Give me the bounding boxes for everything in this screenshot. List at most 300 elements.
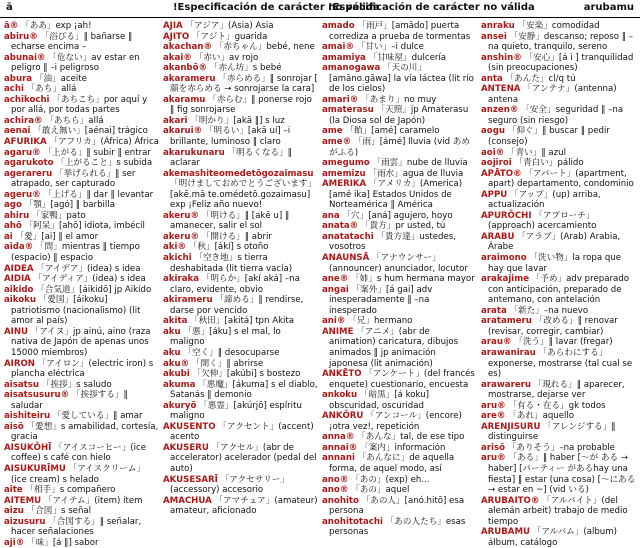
entry-headword: ai xyxy=(4,231,13,242)
header-error-text-right: !Especificación de carácter no válida xyxy=(328,2,535,13)
dictionary-columns xyxy=(0,18,640,548)
dictionary-entry xyxy=(481,527,636,548)
entry-headword: aru® xyxy=(481,453,506,464)
entry-headword: AIRON xyxy=(4,358,35,369)
header-error-text-left: !Especificación de carácter no válida xyxy=(173,2,380,13)
entry-definition: 「あれ」aquello xyxy=(508,411,575,422)
dictionary-entry xyxy=(481,74,636,85)
entry-headword: aisatsusuru® xyxy=(4,390,70,401)
entry-definition: 「間」mientras ‖ tiempo (espacio) ‖ espacio xyxy=(11,242,140,264)
dictionary-entry xyxy=(322,169,477,180)
entry-headword: aite xyxy=(4,485,23,496)
entry-headword: arata xyxy=(481,305,507,316)
dictionary-entry xyxy=(322,274,477,285)
dictionary-entry xyxy=(163,126,318,147)
entry-definition: 「あの」aquel xyxy=(351,485,410,496)
entry-definition: 「アレンジする」‖ distinguirse xyxy=(488,421,616,443)
entry-definition: 「あの人たち」esas personas xyxy=(329,516,466,538)
entry-definition: 「天の川」[amāno.gāwa] la vía láctea (lit río de los cielos) xyxy=(329,63,474,95)
entry-definition: 「開ける」‖ abrir xyxy=(201,231,272,242)
entry-definition: 「貴方達」ustedes, vosotros xyxy=(329,231,456,253)
entry-definition: 「欠伸」[akúbi] s bostezo xyxy=(192,369,301,380)
dictionary-entry xyxy=(4,32,159,53)
entry-headword: aishiteiru xyxy=(4,411,51,422)
entry-definition: 「悪魔」[ákuma] s el diablo, Satanás ‖ demonio xyxy=(170,379,318,401)
entry-headword: akiraka xyxy=(163,274,200,285)
entry-headword: ANTENA xyxy=(481,84,521,95)
dictionary-entry xyxy=(163,53,318,64)
dictionary-entry xyxy=(163,169,318,211)
dictionary-entry xyxy=(163,63,318,74)
entry-headword: ansei xyxy=(481,31,507,42)
entry-headword: aku xyxy=(163,326,181,337)
entry-headword: ame® xyxy=(322,137,352,148)
entry-headword: akarukunaru xyxy=(163,147,225,158)
dictionary-entry xyxy=(4,190,159,201)
entry-definition: 「案外」[á gai] adv inesperadamente ‖ –na inesperado xyxy=(329,284,433,316)
column-2 xyxy=(163,21,318,517)
entry-definition: 「アパート」(apartment, apart) departamento, condominio xyxy=(488,168,634,190)
entry-definition: 「上げる」‖ dar ‖ levantar xyxy=(43,189,154,200)
entry-headword: achi xyxy=(4,84,24,95)
entry-definition: 「改める」‖ renovar (revisar, corregir, cambiar) xyxy=(488,316,618,337)
entry-definition: 「愛国」[áikoku] patriotismo (nacionalismo) (lit amor al país) xyxy=(11,295,141,327)
entry-headword: AINU xyxy=(4,326,29,337)
dictionary-entry xyxy=(481,53,636,74)
entry-definition: 「アナウンサー」(announcer) anunciador, locutor xyxy=(329,253,468,274)
dictionary-entry xyxy=(4,327,159,359)
entry-headword: ankoku xyxy=(322,390,358,401)
dictionary-entry xyxy=(481,126,636,147)
dictionary-entry xyxy=(481,158,636,169)
dictionary-entry xyxy=(322,411,477,432)
dictionary-entry xyxy=(4,200,159,211)
dictionary-entry xyxy=(322,211,477,222)
entry-definition: 「上がる」‖ subir ‖ entrar xyxy=(43,147,151,158)
dictionary-entry xyxy=(4,359,159,380)
entry-headword: akuryō xyxy=(163,400,197,411)
dictionary-entry xyxy=(322,316,477,327)
dictionary-entry xyxy=(322,453,477,474)
dictionary-entry xyxy=(481,337,636,348)
dictionary-entry xyxy=(4,538,159,548)
dictionary-entry xyxy=(481,422,636,443)
entry-headword: akarameru xyxy=(163,73,216,84)
dictionary-entry xyxy=(4,137,159,148)
dictionary-entry xyxy=(163,148,318,169)
entry-definition: 「あまり」no muy xyxy=(361,94,437,105)
entry-headword: AISUKURĪMU xyxy=(4,463,66,474)
entry-headword: amai® xyxy=(322,42,355,53)
dictionary-entry xyxy=(322,158,477,169)
entry-definition: 「開く」‖ abrirse xyxy=(191,358,264,369)
dictionary-entry xyxy=(481,411,636,422)
entry-headword: anohitotachi xyxy=(322,516,383,527)
entry-headword: akeru® xyxy=(163,231,200,242)
entry-definition: 「危ない」av estar en peligro ‖ –i peligroso xyxy=(11,52,140,74)
entry-headword: anraku xyxy=(481,21,515,31)
dictionary-entry xyxy=(322,285,477,317)
dictionary-entry xyxy=(322,432,477,443)
entry-definition: 「雨雲」nube de lluvia xyxy=(372,158,468,169)
dictionary-entry xyxy=(322,253,477,274)
dictionary-entry xyxy=(322,137,477,158)
entry-headword: anna® xyxy=(322,432,355,443)
dictionary-entry xyxy=(163,295,318,316)
dictionary-entry xyxy=(4,506,159,517)
entry-headword: achira® xyxy=(4,115,43,126)
entry-definition: 「青い」‖ azul xyxy=(506,147,566,158)
entry-definition: 「ああ」exp ¡ah! xyxy=(21,21,92,31)
entry-definition: 「合図する」‖ señalar, hacer señalaciones xyxy=(11,516,142,538)
entry-definition: 「アイスコーヒー」(ice coffee) s café con hielo xyxy=(11,442,147,464)
entry-definition: 「赤ちゃん」bebé, nene xyxy=(214,42,315,53)
entry-definition: 「アンコール」(encore) ¡otra vez!, repetición xyxy=(329,411,462,432)
entry-headword: ANAUNSĀ xyxy=(322,253,370,264)
entry-definition: 「顎」[agó] ‖ barbilla xyxy=(24,200,115,211)
entry-definition: 「穴」[aná] agujero, hoyo xyxy=(342,210,453,221)
entry-definition: 「安静」descanso; reposo ‖ –na quieto, tranquilo, sereno xyxy=(488,31,634,53)
dictionary-entry xyxy=(4,148,159,159)
dictionary-entry xyxy=(4,422,159,443)
entry-headword: amanogawa xyxy=(322,63,381,74)
entry-definition: 「安全」seguridad ‖ –na seguro (sin riesgo) xyxy=(488,105,624,126)
entry-definition: 「愛想」s amabilidad, cortesía, gracia xyxy=(11,421,159,443)
entry-headword: amado xyxy=(322,21,355,31)
entry-definition: 「赤い」av rojo xyxy=(194,52,259,63)
entry-headword: aizu xyxy=(4,506,24,517)
header-last-guide-word: arubamu xyxy=(583,2,634,13)
entry-definition: 「予め」adv preparado con anticipación, preparado de antemano, con antelación xyxy=(488,274,629,306)
entry-headword: AITEMU xyxy=(4,495,42,506)
dictionary-entry xyxy=(163,348,318,359)
entry-headword: abunai® xyxy=(4,52,46,63)
entry-definition: 「赤らむ」‖ ponerse rojo ‖ fig sonrojarse xyxy=(170,94,312,116)
entry-definition: 「アメリカ」(America) [amé ika] Estados Unidos de Norteamérica ‖ América xyxy=(329,179,463,211)
entry-definition: 「アプローチ」(approach) acercamiento xyxy=(488,210,597,232)
entry-definition: 「空き地」s tierra deshabitada (lit tierra vacía) xyxy=(170,253,293,274)
dictionary-entry xyxy=(322,63,477,95)
dictionary-entry xyxy=(481,380,636,401)
entry-definition: 「安楽」comodidad xyxy=(517,21,600,31)
entry-headword: ana xyxy=(322,210,340,221)
entry-headword: akanbō® xyxy=(163,63,208,74)
entry-headword: agaru® xyxy=(4,147,41,158)
entry-headword: aikoku xyxy=(4,295,36,306)
entry-definition: 「あちら」allá xyxy=(45,115,104,126)
entry-headword: aogu xyxy=(481,126,505,137)
entry-headword: AMACHUA xyxy=(163,495,212,506)
dictionary-entry xyxy=(481,211,636,232)
entry-headword: anatatachi xyxy=(322,231,374,242)
entry-definition: 「有る・在る」gk todos xyxy=(508,400,606,411)
entry-headword: akeru® xyxy=(163,210,200,221)
entry-headword: aru® xyxy=(481,400,506,411)
dictionary-entry xyxy=(163,369,318,380)
entry-definition: 「明らか」[akí aká] –na claro, evidente, obvio xyxy=(170,274,300,295)
entry-headword: arawareru xyxy=(481,379,531,390)
entry-headword: ano® xyxy=(322,474,349,485)
entry-definition: 「明かり」[akā ‖] s luz xyxy=(190,115,285,126)
dictionary-entry xyxy=(322,21,477,42)
entry-headword: aojiroi xyxy=(481,158,512,169)
entry-headword: ano® xyxy=(322,485,349,496)
entry-headword: AIDIA xyxy=(4,274,31,285)
entry-headword: aida® xyxy=(4,242,34,253)
entry-headword: agarukoto xyxy=(4,158,54,169)
entry-definition: 「悪」[áku] s el mal, lo maligno xyxy=(170,326,281,348)
dictionary-entry xyxy=(163,327,318,348)
entry-headword: aku xyxy=(163,347,181,358)
entry-definition: 「あの」(exp) eh... xyxy=(351,474,430,485)
entry-definition: 「あらわにする」exponerse, mostrarse (tal cual se es) xyxy=(488,347,633,380)
dictionary-entry xyxy=(481,496,636,528)
entry-definition: 「洗う」‖ lavar (fregar) xyxy=(514,337,613,348)
entry-headword: amamiya xyxy=(322,52,366,63)
entry-headword: akachan® xyxy=(163,42,213,53)
entry-headword: aji® xyxy=(4,537,25,548)
entry-headword: akita xyxy=(163,316,188,327)
entry-definition: 「空く」‖ desocuparse xyxy=(183,347,280,358)
entry-headword: agerareru xyxy=(4,168,53,179)
dictionary-entry xyxy=(4,517,159,538)
entry-headword: amegumo xyxy=(322,158,370,169)
dictionary-entry xyxy=(322,53,477,64)
entry-headword: arau® xyxy=(481,337,512,348)
dictionary-entry xyxy=(4,169,159,190)
dictionary-entry xyxy=(322,517,477,538)
entry-definition: 「仰ぐ」‖ buscar ‖ pedir (consejo) xyxy=(488,126,610,148)
dictionary-entry xyxy=(163,42,318,53)
entry-definition: 「悪霊」[akúrjō] espíritu maligno xyxy=(170,400,302,422)
dictionary-entry xyxy=(322,126,477,137)
dictionary-entry xyxy=(163,380,318,401)
entry-headword: anata® xyxy=(322,221,359,232)
entry-definition: 「貴方」pr usted, tú xyxy=(360,221,446,232)
dictionary-entry xyxy=(163,316,318,327)
entry-definition: 「青白い」pálido xyxy=(514,158,584,169)
entry-definition: 「アジア」(Asia) Asia xyxy=(185,21,274,31)
dictionary-entry xyxy=(163,253,318,274)
dictionary-entry xyxy=(163,496,318,517)
entry-headword: AKUSESARĪ xyxy=(163,474,218,485)
entry-headword: akubi xyxy=(163,369,190,380)
dictionary-entry xyxy=(481,32,636,53)
entry-definition: 「明ける」‖ [akē u] ‖ amanecer, salir el sol xyxy=(170,210,290,232)
entry-headword: araimono xyxy=(481,253,527,264)
entry-headword: amaterasu xyxy=(322,105,374,116)
dictionary-entry xyxy=(322,390,477,411)
entry-headword: aikido xyxy=(4,284,34,295)
entry-definition: 「上がること」s subida xyxy=(56,158,153,169)
page-header xyxy=(0,0,640,18)
entry-definition: 「アジト」guarida xyxy=(191,31,268,42)
entry-definition: 「アップ」(up) arriba, actualización xyxy=(488,189,601,211)
entry-definition: 「秋田」[akitá] tpn Akita xyxy=(190,316,295,327)
dictionary-entry xyxy=(481,453,636,495)
entry-headword: abura xyxy=(4,73,33,84)
entry-definition: 「諦める」‖ rendirse, darse por vencido xyxy=(170,295,304,316)
entry-definition: 「アンケート」(del francés enquete) cuestionario, encuesta xyxy=(329,369,475,390)
dictionary-entry xyxy=(4,21,159,32)
dictionary-entry xyxy=(322,485,477,496)
dictionary-entry xyxy=(4,274,159,285)
entry-headword: arisō xyxy=(481,442,506,453)
dictionary-entry xyxy=(481,84,636,105)
entry-headword: ANKŌRU xyxy=(322,411,364,422)
entry-headword: akemashiteomedetōgozaimasu xyxy=(163,168,314,179)
dictionary-entry xyxy=(163,274,318,295)
dictionary-entry xyxy=(322,496,477,517)
entry-definition: 「アルバム」(album) álbum, catálogo xyxy=(488,527,617,548)
entry-headword: akari xyxy=(163,115,188,126)
entry-definition: 「雨水」agua de lluvia xyxy=(368,168,464,179)
entry-definition: 「あの人」[anó.hitō] esa persona xyxy=(329,495,465,517)
entry-definition: 「秋」[ákí] s otoño xyxy=(188,242,269,253)
entry-definition: 「案内」información xyxy=(360,442,446,453)
entry-headword: akuma xyxy=(163,379,196,390)
entry-headword: ahō xyxy=(4,221,22,232)
dictionary-entry xyxy=(322,369,477,390)
dictionary-entry xyxy=(163,21,318,32)
entry-headword: AJIA xyxy=(163,21,183,31)
entry-definition: 「浴びる」‖ bañarse ‖ echarse encima – xyxy=(11,31,133,53)
entry-headword: achikochi xyxy=(4,94,50,105)
entry-headword: akirameru xyxy=(163,295,213,306)
entry-headword: aki® xyxy=(163,242,187,253)
dictionary-entry xyxy=(322,105,477,126)
dictionary-entry xyxy=(481,401,636,412)
dictionary-entry xyxy=(481,443,636,454)
entry-headword: ANIME xyxy=(322,326,354,337)
entry-headword: abiru® xyxy=(4,31,38,42)
dictionary-entry xyxy=(4,158,159,169)
entry-definition: 「明るくなる」‖ aclarar xyxy=(170,147,292,169)
dictionary-entry xyxy=(4,380,159,391)
entry-definition: 「アイテム」(item) ítem xyxy=(43,495,143,506)
dictionary-entry xyxy=(163,475,318,496)
entry-definition: 「ありそう」–na probable xyxy=(507,442,615,453)
entry-headword: amari® xyxy=(322,94,359,105)
dictionary-entry xyxy=(322,475,477,486)
entry-definition: 「アラブ」(Arab) Arabia, Árabe xyxy=(488,231,621,253)
entry-definition: 「甘味屋」dulcería xyxy=(368,52,447,63)
entry-definition: 「安心」[á i ] tranquilidad (sin preocupaciones) xyxy=(488,52,634,74)
entry-headword: akai® xyxy=(163,52,192,63)
dictionary-entry xyxy=(4,496,159,507)
entry-headword: arakajime xyxy=(481,274,530,285)
entry-definition: 「あちこち」por aquí y por allá, por todas partes xyxy=(11,94,148,116)
entry-headword: aisatsu xyxy=(4,379,40,390)
entry-headword: AISUKŌHĪ xyxy=(4,442,52,453)
dictionary-entry xyxy=(4,232,159,243)
dictionary-entry xyxy=(163,116,318,127)
dictionary-entry xyxy=(4,221,159,232)
entry-definition: 「相手」s compañero xyxy=(25,485,116,496)
dictionary-entry xyxy=(322,179,477,211)
entry-definition: 「雨戸」[amādo] puerta corrediza a prueba de tormentas xyxy=(329,21,471,42)
entry-definition: 「挙げられる」‖ ser atrapado, ser capturado xyxy=(11,168,136,190)
entry-headword: APURŌCHI xyxy=(481,210,532,221)
entry-headword: akaramu xyxy=(163,94,206,105)
entry-headword: ā® xyxy=(4,21,19,31)
entry-definition: 「明けましておめでとうございます」[akē.mā te.omédetō.gozaimasu] exp ¡Feliz año nuevo! xyxy=(170,179,317,211)
dictionary-entry xyxy=(481,148,636,159)
dictionary-entry xyxy=(4,485,159,496)
dictionary-entry xyxy=(4,116,159,127)
dictionary-entry xyxy=(481,190,636,211)
entry-definition: 「アイディア」(idea) s idea xyxy=(33,274,146,285)
dictionary-entry xyxy=(481,253,636,274)
entry-definition: 「アクセル」(abr de accelerator) acelerador (pedal del auto) xyxy=(170,442,317,474)
entry-definition: 「アンテナ」(antenna) antena xyxy=(488,84,617,105)
entry-headword: AIDEA xyxy=(4,263,34,274)
entry-headword: ahiru xyxy=(4,210,30,221)
entry-headword: anta xyxy=(481,73,503,84)
entry-definition: 「アイロン」(electric iron) s plancha eléctrica xyxy=(11,358,154,380)
dictionary-entry xyxy=(322,327,477,369)
entry-definition: 「暗黒」[á koku] obscuridad, oscuridad xyxy=(329,390,430,411)
header-first-guide-word: ā xyxy=(6,2,13,13)
dictionary-entry xyxy=(322,95,477,106)
entry-headword: akichi xyxy=(163,253,192,264)
entry-headword: amemizu xyxy=(322,168,366,179)
entry-definition: 「アイスクリーム」(ice cream) s helado xyxy=(11,463,146,485)
entry-headword: aizusuru xyxy=(4,516,46,527)
dictionary-entry xyxy=(4,126,159,137)
entry-definition: 「アクセント」(accent) acento xyxy=(170,421,314,443)
dictionary-entry xyxy=(481,232,636,253)
entry-definition: 「兄」hermano xyxy=(348,316,413,327)
entry-headword: AKUSERU xyxy=(163,442,209,453)
entry-definition: 「新た」–na nuevo xyxy=(509,305,589,316)
entry-headword: ARENJISURU xyxy=(481,421,541,432)
entry-headword: ARUBAMU xyxy=(481,527,530,538)
entry-headword: aenai xyxy=(4,126,31,137)
entry-definition: 「飴」[amé] caramelo xyxy=(345,126,440,137)
entry-definition: 「アクセサリー」(accessory) accesorio xyxy=(170,474,290,496)
entry-headword: AKUSENTO xyxy=(163,421,216,432)
entry-headword: ARUBAITO® xyxy=(481,495,540,506)
entry-headword: annani xyxy=(322,453,355,464)
entry-definition: 「挨拶する」‖ saludar xyxy=(11,390,128,411)
entry-definition: 「アフリカ」(África) África xyxy=(49,137,159,148)
dictionary-entry xyxy=(4,211,159,222)
entry-definition: 「赤ん坊」s bebé xyxy=(209,63,282,74)
entry-definition: 「アニメ」(abr de animation) caricatura, dibujos animados ‖ jp animación japonesa (lit animación) xyxy=(329,326,459,369)
dictionary-entry xyxy=(322,221,477,232)
dictionary-entry xyxy=(163,232,318,243)
entry-headword: aoi® xyxy=(481,147,505,158)
dictionary-entry xyxy=(4,242,159,263)
entry-definition: 「家鴨」pato xyxy=(31,210,86,221)
entry-definition: 「阿呆」[ahō] idiota, imbécil xyxy=(24,221,145,232)
column-1 xyxy=(4,21,159,548)
dictionary-entry xyxy=(4,443,159,464)
dictionary-entry xyxy=(481,306,636,317)
dictionary-entry xyxy=(322,42,477,53)
dictionary-entry xyxy=(163,32,318,43)
dictionary-entry xyxy=(163,359,318,370)
dictionary-entry xyxy=(4,264,159,275)
entry-headword: are® xyxy=(481,411,506,422)
entry-headword: anzen® xyxy=(481,105,519,116)
dictionary-entry xyxy=(4,53,159,74)
entry-definition: 「油」aceite xyxy=(34,73,87,84)
dictionary-entry xyxy=(4,295,159,327)
dictionary-entry xyxy=(481,274,636,306)
entry-definition: 「アルバイト」(del alemán arbeit) trabajo de medio tiempo xyxy=(488,495,628,527)
